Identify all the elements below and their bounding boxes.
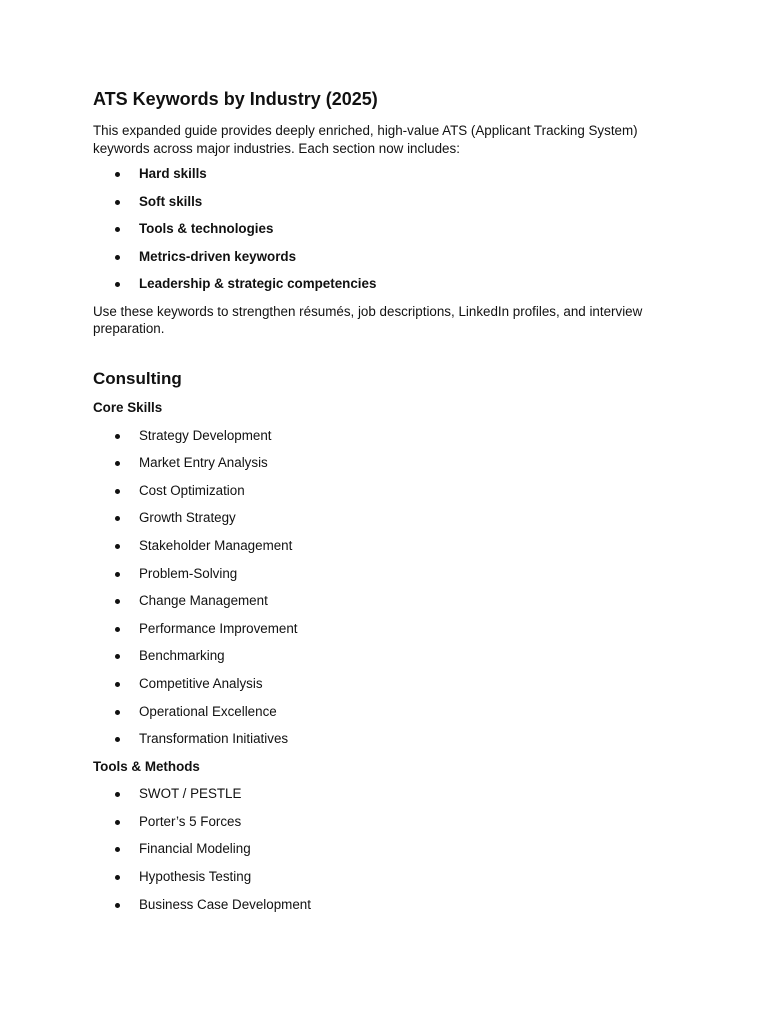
- document-title: ATS Keywords by Industry (2025): [93, 89, 378, 109]
- list-item: SWOT / PESTLE: [93, 785, 688, 802]
- list-item: Hard skills: [93, 165, 688, 182]
- subsection-title-core-skills: Core Skills: [93, 399, 163, 415]
- bullet-icon: [115, 792, 120, 797]
- bullet-icon: [115, 682, 120, 687]
- bullet-icon: [115, 847, 120, 852]
- bullet-icon: [115, 544, 120, 549]
- list-item: Tools & technologies: [93, 220, 688, 237]
- bullet-icon: [115, 434, 120, 439]
- usage-paragraph: Use these keywords to strengthen résumés, job descriptions, LinkedIn profiles, and interview preparation.: [93, 303, 643, 337]
- bullet-icon: [115, 599, 120, 604]
- bullet-icon: [115, 627, 120, 632]
- list-item: Soft skills: [93, 193, 688, 210]
- bullet-icon: [115, 572, 120, 577]
- list-item: Competitive Analysis: [93, 675, 688, 692]
- list-item: Change Management: [93, 592, 688, 609]
- bullet-icon: [115, 516, 120, 521]
- bullet-icon: [115, 282, 120, 287]
- list-item: Stakeholder Management: [93, 537, 688, 554]
- bullet-icon: [115, 875, 120, 880]
- tools-methods-list: [93, 785, 688, 912]
- bullet-icon: [115, 903, 120, 908]
- list-item: Benchmarking: [93, 647, 688, 664]
- list-item: Leadership & strategic competencies: [93, 275, 688, 292]
- list-item: Strategy Development: [93, 427, 688, 444]
- list-item: Growth Strategy: [93, 509, 688, 526]
- section-title-consulting: Consulting: [93, 368, 182, 388]
- list-item: Hypothesis Testing: [93, 868, 688, 885]
- intro-paragraph: This expanded guide provides deeply enriched, high-value ATS (Applicant Tracking System) keywords across major industries. Each section now includes:: [93, 123, 638, 156]
- list-item: Porter’s 5 Forces: [93, 813, 688, 830]
- list-item: Market Entry Analysis: [93, 454, 688, 471]
- list-item: Metrics-driven keywords: [93, 248, 688, 265]
- bullet-icon: [115, 255, 120, 260]
- list-item: Problem-Solving: [93, 565, 688, 582]
- core-skills-list: [93, 427, 688, 748]
- list-item: Cost Optimization: [93, 482, 688, 499]
- includes-list: [93, 165, 688, 292]
- list-item: Business Case Development: [93, 896, 688, 913]
- list-item: Operational Excellence: [93, 703, 688, 720]
- bullet-icon: [115, 172, 120, 177]
- list-item: Financial Modeling: [93, 840, 688, 857]
- bullet-icon: [115, 461, 120, 466]
- bullet-icon: [115, 227, 120, 232]
- bullet-icon: [115, 200, 120, 205]
- bullet-icon: [115, 489, 120, 494]
- bullet-icon: [115, 654, 120, 659]
- bullet-icon: [115, 737, 120, 742]
- list-item: Transformation Initiatives: [93, 730, 688, 747]
- bullet-icon: [115, 710, 120, 715]
- subsection-title-tools-methods: Tools & Methods: [93, 758, 200, 774]
- bullet-icon: [115, 820, 120, 825]
- list-item: Performance Improvement: [93, 620, 688, 637]
